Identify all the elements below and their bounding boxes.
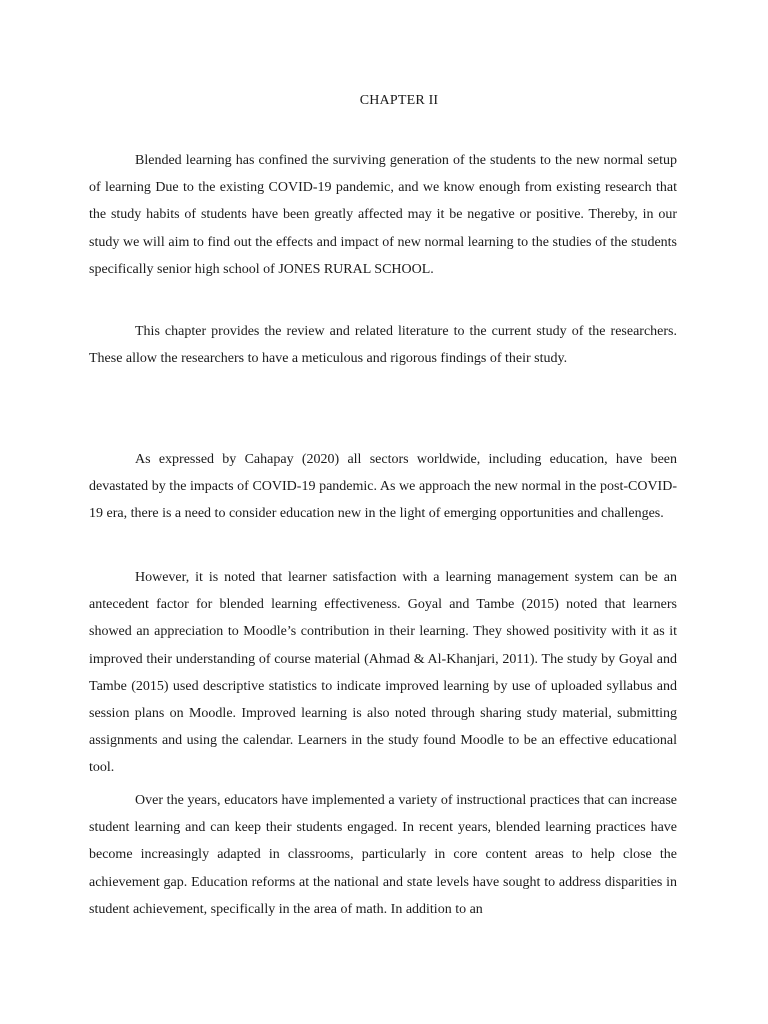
paragraph-moodle: However, it is noted that learner satisfaction with a learning management system can be an antecedent factor for blended learning effectiveness. Goyal and Tambe (2015) noted that learners showed an appreciation to Moodle’s contribution in their learning. They showed positivity with it as it improved their understanding of course material (Ahmad & Al-Khanjari, 2011). The study by Goyal and Tambe (2015) used descriptive statistics to indicate improved learning by use of uploaded syllabus and session plans on Moodle. Improved learning is also noted through sharing study material, submitting assignments and using the calendar. Learners in the study found Moodle to be an effective educational tool. [89, 570, 677, 776]
paragraph-intro: Blended learning has confined the surviving generation of the students to the new normal setup of learning Due to the existing COVID-19 pandemic, and we know enough from existing research that the study habits of students have been greatly affected may it be negative or positive. Thereby, in our study we will aim to find out the effects and impact of new normal learning to the studies of the students specifically senior high school of JONES RURAL SCHOOL. [89, 153, 677, 277]
chapter-title: CHAPTER II [359, 93, 439, 108]
paragraph-chapter-overview: This chapter provides the review and related literature to the current study of the researchers. These allow the researchers to have a meticulous and rigorous findings of their study. [89, 324, 677, 367]
paragraph-cahapay: As expressed by Cahapay (2020) all sectors worldwide, including education, have been devastated by the impacts of COVID-19 pandemic. As we approach the new normal in the post-COVID-19 era, there is a need to consider education new in the light of emerging opportunities and challenges. [89, 452, 677, 522]
paragraph-instructional-practices: Over the years, educators have implemented a variety of instructional practices that can increase student learning and can keep their students engaged. In recent years, blended learning practices have become increasingly adapted in classrooms, particularly in core content areas to help close the achievement gap. Education reforms at the national and state levels have sought to address disparities in student achievement, specifically in the area of math. In addition to an [89, 793, 677, 917]
